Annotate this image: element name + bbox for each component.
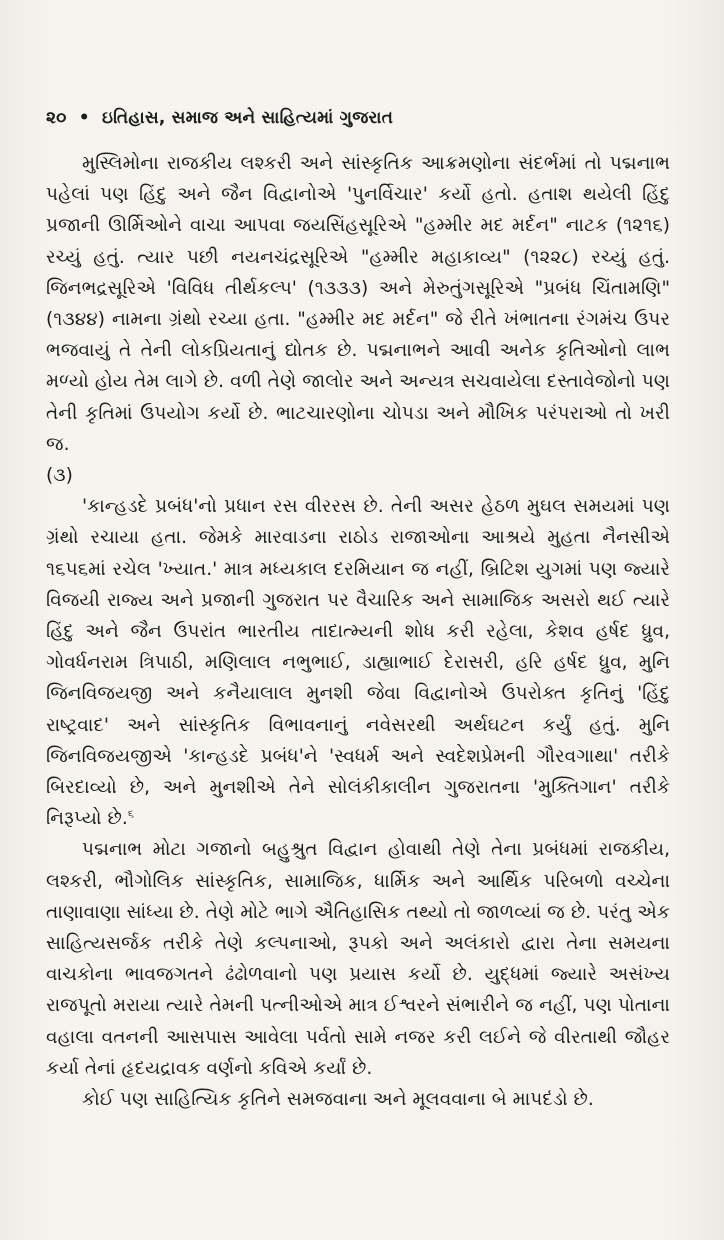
body-text [46,148,670,1115]
paragraph: પદ્મનાભ મોટા ગજાનો બહુશ્રુત વિદ્વાન હોવાથી તેણે તેના પ્રબંધમાં રાજકીય, લશ્કરી, ભૌગોલિક સાંસ્કૃતિક, સામાજિક, ધાર્મિક અને આર્થિક પરિબળો વચ્ચેના તાણાવાણા સાંધ્યા છે. તેણે મોટે ભાગે ઐતિહાસિક તથ્યો તો જાળવ્યાં જ છે. પરંતુ એક સાહિત્યસર્જક તરીકે તેણે કલ્પનાઓ, રૂપકો અને અલંકારો દ્વારા તેના સમયના વાચકોના ભાવજગતને ઢંઢોળવાનો પણ પ્રયાસ કર્યો છે. યુદ્ધમાં જ્યારે અસંખ્ય રાજપૂતો મરાયા ત્યારે તેમની પત્નીઓએ માત્ર ઈશ્વરને સંભારીને જ નહીં, પણ પોતાના વહાલા વતનની આસપાસ આવેલા પર્વતો સામે નજર કરી લઈને જે વીરતાથી જૌહર કર્યા તેનાં હૃદયદ્રાવક વર્ણનો કવિએ કર્યાં છે. [46,839,670,1079]
paragraph-text: 'કાન્હડદે પ્રબંધ'નો પ્રધાન રસ વીરરસ છે. તેની અસર હેઠળ મુઘલ સમયમાં પણ ગ્રંથો રચાયા હતા. જેમકે મારવાડના રાઠોડ રાજાઓના આશ્રયે મુહતા નૈનસીએ ૧૬૫૬માં રચેલ 'ખ્યાત.' માત્ર મધ્યકાલ દરમિયાન જ નહીં, બ્રિટિશ યુગમાં પણ જ્યારે વિજયી રાજ્ય અને પ્રજાની ગુજરાત પર વૈચારિક અને સામાજિક અસરો થઈ ત્યારે હિંદુ અને જૈન ઉપરાંત ભારતીય તાદાત્મ્યની શોધ કરી રહેલા, કેશવ હર્ષદ ધ્રુવ, ગોવર્ધનરામ ત્રિપાઠી, મણિલાલ નભુભાઈ, ડાહ્યાભાઈ દેરાસરી, હરિ હર્ષદ ધ્રુવ, મુનિ જિનવિજયજી અને કનૈયાલાલ મુનશી જેવા વિદ્વાનોએ ઉપરોક્ત કૃતિનું 'હિંદુ રાષ્ટ્રવાદ' અને સાંસ્કૃતિક વિભાવનાનું નવેસરથી અર્થઘટન કર્યું હતું. મુનિ જિનવિજયજીએ 'કાન્હડદે પ્રબંધ'ને 'સ્વધર્મ અને સ્વદેશપ્રેમની ગૌરવગાથા' તરીકે બિરદાવ્યો છે, અને મુનશીએ તેને સોલંકીકાલીન ગુજરાતના 'મુક્તિગાન' તરીકે નિરૂપ્યો છે. [46,496,670,830]
paragraph: મુસ્લિમોના રાજકીય લશ્કરી અને સાંસ્કૃતિક આક્રમણોના સંદર્ભમાં તો પદ્મનાભ પહેલાં પણ હિંદુ અને જૈન વિદ્વાનોએ 'પુનર્વિચાર' કર્યો હતો. હતાશ થયેલી હિંદુ પ્રજાની ઊર્મિઓને વાચા આપવા જયસિંહસૂરિએ "હમ્મીર મદ મર્દન" નાટક (૧૨૧૬) રચ્યું હતું. ત્યાર પછી નયનચંદ્રસૂરિએ "હમ્મીર મહાકાવ્ય" (૧૨૨૮) રચ્યું હતું. જિનભદ્રસૂરિએ 'વિવિધ તીર્થકલ્પ' (૧૩૩૩) અને મેરુતુંગસૂરિએ "પ્રબંધ ચિંતામણિ" (૧૩૪૪) નામના ગ્રંથો રચ્યા હતા. "હમ્મીર મદ મર્દન" જે રીતે ખંભાતના રંગમંચ ઉપર ભજવાયું તે તેની લોકપ્રિયતાનું દ્યોતક છે. પદ્મનાભને આવી અનેક કૃતિઓનો લાભ મળ્યો હોય તેમ લાગે છે. વળી તેણે જાલોર અને અન્યત્ર સચવાયેલા દસ્તાવેજોનો પણ તેની કૃતિમાં ઉપયોગ કર્યો છે. ભાટચારણોના ચોપડા અને મૌખિક પરંપરાઓ તો ખરી જ. [46,153,670,455]
page-number: ૨૦ [46,108,67,128]
running-header [46,108,686,128]
book-title: ઇતિહાસ, સમાજ અને સાહિત્યમાં ગુજરાત [101,108,394,128]
paragraph [46,491,670,834]
section-number: (૩) [46,465,73,487]
header-bullet: • [78,108,90,128]
paragraph: કોઈ પણ સાહિત્યિક કૃતિને સમજવાના અને મૂલવવાના બે માપદંડો છે. [82,1089,594,1111]
footnote-reference: ૬ [127,807,134,821]
